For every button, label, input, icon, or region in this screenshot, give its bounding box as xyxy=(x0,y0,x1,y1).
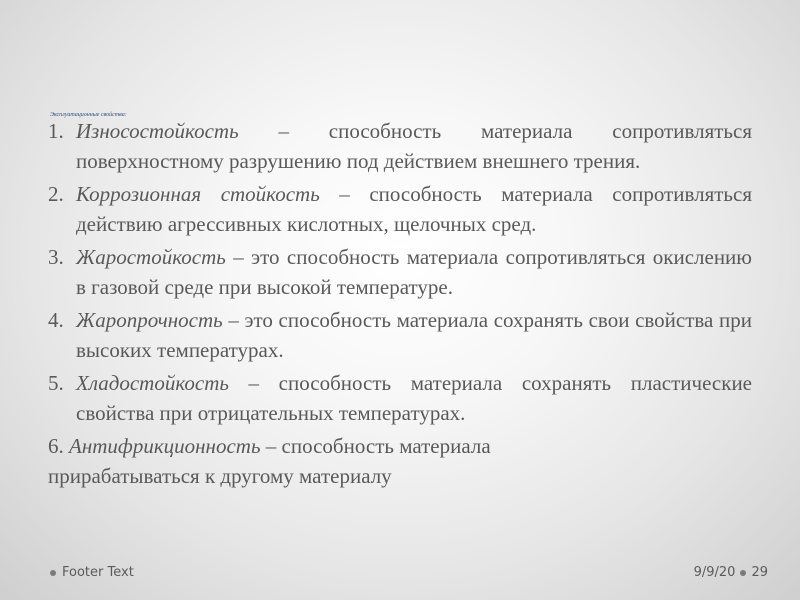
list-item xyxy=(48,306,752,365)
list-item-definition: – способность материала сохранять пластические свойства при отрицательных температурах. xyxy=(76,371,752,425)
footer-right xyxy=(694,565,768,580)
list-item xyxy=(48,243,752,302)
list-item-term: Хладостойкость xyxy=(76,371,229,395)
list-item-term: Антифрикционность xyxy=(69,434,261,458)
list-item-term: Коррозионная стойкость xyxy=(76,182,320,206)
list-item-term: Жаростойкость xyxy=(76,245,226,269)
dot-icon xyxy=(740,570,746,576)
slide-small-title: Эксплуатационные свойства: xyxy=(50,112,127,118)
list-item-text xyxy=(76,117,752,176)
list-item-definition: – это способность материала сохранять свои свойства при высоких температурах. xyxy=(76,308,752,362)
list-item-text xyxy=(76,306,752,365)
dot-icon xyxy=(50,570,56,576)
list-item-term: Износостойкость xyxy=(76,119,239,143)
list-item-number: 5. xyxy=(48,371,64,395)
list-item-definition: – способность материала сопротивляться действию агрессивных кислотных, щелочных сред. xyxy=(76,182,752,236)
list-item-term: Жаропрочность xyxy=(76,308,223,332)
list-item-number: 1. xyxy=(48,119,64,143)
slide-number: 29 xyxy=(751,565,768,580)
list-item-number: 2. xyxy=(48,182,64,206)
list-item-definition: – это способность материала сопротивляться окислению в газовой среде при высокой температуре. xyxy=(76,245,752,299)
list-item-definition: – способность материала прирабатываться к другому материалу xyxy=(48,434,491,488)
list-item xyxy=(48,117,752,176)
list-item-text xyxy=(76,243,752,302)
footer-text: Footer Text xyxy=(62,565,134,580)
slide-body xyxy=(48,117,752,491)
list-item xyxy=(48,369,752,428)
footer-left xyxy=(50,565,134,580)
list-item-6 xyxy=(48,432,588,491)
list-item-text xyxy=(76,369,752,428)
list-item-definition: – способность материала сопротивляться поверхностному разрушению под действием внешнего трения. xyxy=(76,119,752,173)
list-item xyxy=(48,180,752,239)
list-item-text xyxy=(76,180,752,239)
footer-date: 9/9/20 xyxy=(693,565,736,580)
list-item-number: 6. xyxy=(48,434,69,458)
list-item-number: 4. xyxy=(48,308,64,332)
list-item-number: 3. xyxy=(48,245,64,269)
